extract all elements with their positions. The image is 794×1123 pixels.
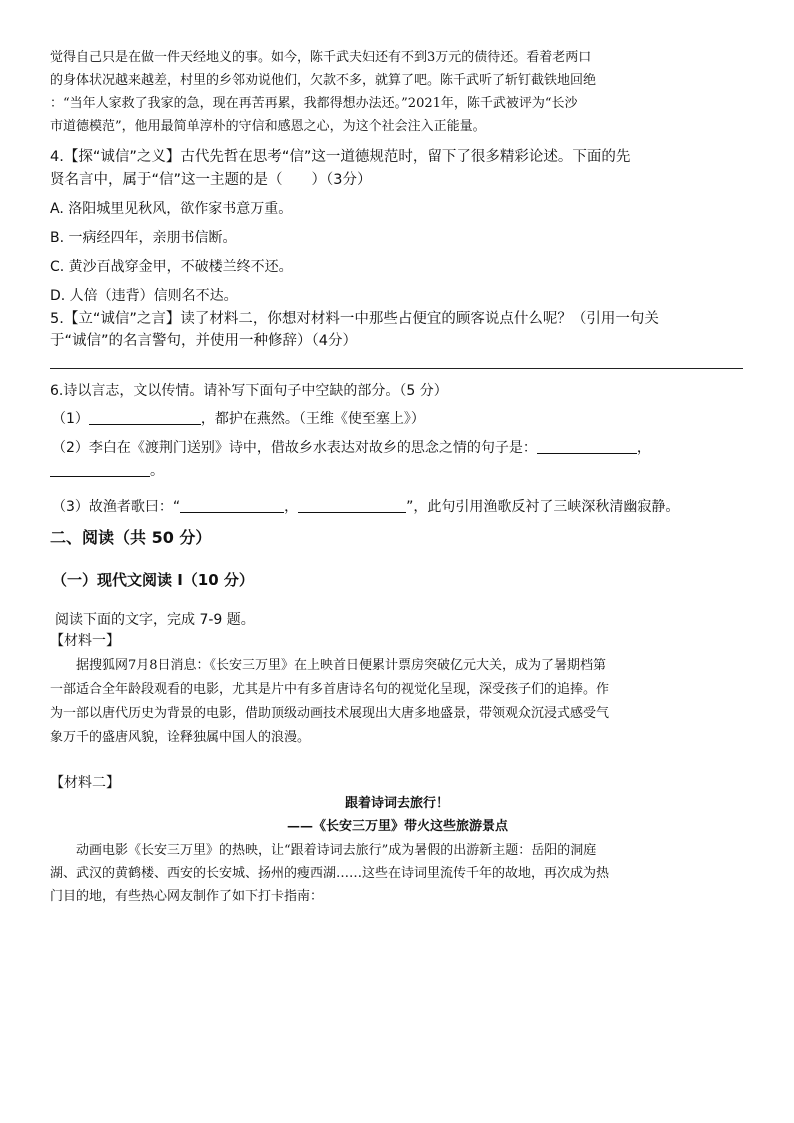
material-2-line: 门目的地，有些热心网友制作了如下打卡指南： <box>50 889 324 904</box>
material-2-title <box>0 794 794 814</box>
punctuation: ， <box>636 440 651 456</box>
fill-blank[interactable] <box>537 439 637 454</box>
option-c: C. 黄沙百战穿金甲，不破楼兰终不还。 <box>50 259 293 275</box>
material-2-line: 湖、武汉的黄鹤楼、西安的长安城、扬州的瘦西湖……这些在诗词里流传千年的故地，再次成为热 <box>50 866 610 881</box>
material-1-line: 一部适合全年龄段观看的电影，尤其是片中有多首唐诗名句的视觉化呈现，深受孩子们的追捧。作 <box>50 682 610 697</box>
article-subtitle: ——《长安三万里》带火这些旅游景点 <box>287 819 509 834</box>
item-number: （1） <box>52 411 89 427</box>
question-6-item-2-cont <box>50 461 164 481</box>
answer-line[interactable] <box>50 368 743 369</box>
reading-instruction: 阅读下面的文字，完成 7-9 题。 <box>55 612 255 628</box>
fill-blank[interactable] <box>180 498 284 513</box>
option-d: D. 人倍（违背）信则名不达。 <box>50 288 238 304</box>
material-1-line: 据搜狐网7月8日消息：《长安三万里》在上映首日便累计票房突破亿元大关，成为了暑期档第 <box>50 658 607 673</box>
material-1-line: 为一部以唐代历史为背景的电影，借助顶级动画技术展现出大唐多地盛景，带领观众沉浸式感受气 <box>50 706 610 721</box>
question-5-stem: 于“诚信”的名言警句，并使用一种修辞）（4分） <box>50 333 357 349</box>
story-line: 市道德模范”，他用最简单淳朴的守信和感恩之心，为这个社会注入正能量。 <box>50 119 486 134</box>
item-text: ，都护在燕然。（王维《使至塞上》） <box>200 411 425 427</box>
punctuation: ， <box>284 499 299 515</box>
question-6-stem: 6.诗以言志，文以传情。请补写下面句子中空缺的部分。（5 分） <box>50 383 448 399</box>
fill-blank[interactable] <box>298 498 406 513</box>
material-1-label: 【材料一】 <box>50 633 120 649</box>
fill-blank[interactable] <box>50 462 150 477</box>
punctuation: 。 <box>150 463 164 479</box>
story-line: 觉得自己只是在做一件天经地义的事。如今，陈千武夫妇还有不到3万元的债待还。看着老两口 <box>50 50 592 65</box>
material-1-line: 象万千的盛唐风貌，诠释独属中国人的浪漫。 <box>50 730 311 745</box>
fill-blank[interactable] <box>89 410 201 425</box>
question-4-stem: 4.【探“诚信”之义】古代先哲在思考“信”这一道德规范时，留下了很多精彩论述。下面的先 <box>50 149 631 165</box>
item-text: （3）故渔者歌曰：“ <box>52 499 181 515</box>
question-6-item-1 <box>52 409 425 429</box>
option-b: B. 一病经四年，亲朋书信断。 <box>50 230 237 246</box>
story-line: ：“当年人家救了我家的急，现在再苦再累，我都得想办法还。”2021年，陈千武被评为“长沙 <box>50 96 578 111</box>
subsection-heading: （一）现代文阅读 I（10 分） <box>52 571 254 589</box>
item-text: ”，此句引用渔歌反衬了三峡深秋清幽寂静。 <box>406 499 680 515</box>
question-4-stem: 贤名言中，属于“信”这一主题的是（ ）（3分） <box>50 172 372 188</box>
question-6-item-3 <box>52 497 679 517</box>
story-line: 的身体状况越来越差，村里的乡邻劝说他们，欠款不多，就算了吧。陈千武听了斩钉截铁地回绝 <box>50 73 597 88</box>
item-text: （2）李白在《渡荆门送别》诗中，借故乡水表达对故乡的思念之情的句子是： <box>52 440 537 456</box>
material-2-line: 动画电影《长安三万里》的热映，让“跟着诗词去旅行”成为暑假的出游新主题：岳阳的洞庭 <box>50 843 597 858</box>
section-heading: 二、阅读（共 50 分） <box>50 528 212 547</box>
question-6-item-2 <box>52 438 651 458</box>
option-a: A. 洛阳城里见秋风，欲作家书意万重。 <box>50 201 293 217</box>
article-title: 跟着诗词去旅行！ <box>344 796 449 811</box>
question-5-stem: 5.【立“诚信”之言】读了材料二，你想对材料一中那些占便宜的顾客说点什么呢？（引用一句关 <box>50 311 659 327</box>
material-2-label: 【材料二】 <box>50 775 120 791</box>
